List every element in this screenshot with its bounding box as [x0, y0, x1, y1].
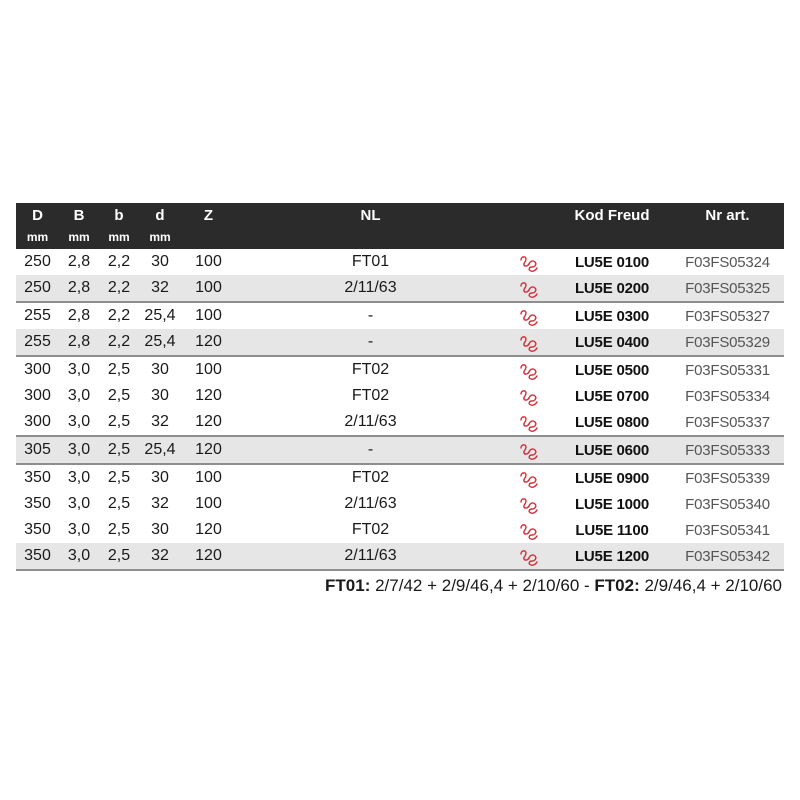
- cell-B: 3,0: [59, 543, 99, 570]
- cell-d: 30: [139, 356, 181, 383]
- header-b: b: [99, 203, 139, 229]
- cell-Z: 120: [195, 521, 222, 538]
- hook-icon: [518, 305, 540, 327]
- cell-D: 300: [16, 356, 59, 383]
- cell-B: 3,0: [59, 464, 99, 491]
- cell-NL: FT02: [351, 387, 390, 404]
- cell-d: 32: [139, 543, 181, 570]
- cell-D: 350: [24, 521, 51, 538]
- legend-footnote: [325, 576, 782, 596]
- cell-icon: [505, 249, 553, 275]
- cell-NL: -: [236, 302, 505, 329]
- cell-kod-freud: LU5E 0200: [553, 275, 671, 302]
- cell-icon: [505, 464, 553, 491]
- cell-nr-art: F03FS05342: [671, 543, 784, 570]
- cell-D: 305: [16, 436, 59, 464]
- cell-b: 2,2: [99, 275, 139, 302]
- cell-icon: [505, 543, 553, 570]
- hook-icon: [518, 545, 540, 567]
- table-row: [16, 491, 784, 517]
- header-nr-art: Nr art.: [671, 203, 784, 229]
- table-row: [16, 543, 784, 570]
- header-icon-spacer: [505, 203, 553, 229]
- cell-NL: 2/11/63: [344, 495, 397, 512]
- cell-D: 250: [24, 253, 51, 270]
- cell-kod-freud: LU5E 0300: [553, 302, 671, 329]
- cell-B: 2,8: [59, 302, 99, 329]
- cell-d: 30: [151, 387, 169, 404]
- cell-kod-freud: LU5E 1000: [574, 495, 650, 513]
- cell-icon: [505, 275, 553, 302]
- cell-NL: 2/11/63: [236, 275, 505, 302]
- cell-nr-art: F03FS05331: [671, 356, 784, 383]
- cell-D: 350: [16, 543, 59, 570]
- cell-kod-freud: LU5E 1100: [575, 521, 649, 539]
- hook-icon: [518, 331, 540, 353]
- header-row: [16, 203, 784, 229]
- header-B: B: [59, 203, 99, 229]
- cell-D: 255: [16, 302, 59, 329]
- unit-B: mm: [59, 229, 99, 249]
- cell-b: 2,5: [99, 543, 139, 570]
- hook-icon: [518, 439, 540, 461]
- table-row: [16, 302, 784, 329]
- cell-Z: 100: [181, 464, 236, 491]
- cell-kod-freud: LU5E 0900: [553, 464, 671, 491]
- cell-d: 30: [139, 464, 181, 491]
- cell-nr-art: F03FS05337: [685, 413, 770, 431]
- header-NL: NL: [236, 203, 505, 229]
- legend-ft01-label: FT01:: [325, 576, 371, 595]
- cell-kod-freud: LU5E 0800: [574, 413, 650, 431]
- unit-b: mm: [99, 229, 139, 249]
- header-D: D: [16, 203, 59, 229]
- cell-B: 2,8: [59, 329, 99, 356]
- table-row: [16, 249, 784, 275]
- table-row: [16, 275, 784, 302]
- cell-B: 3,0: [67, 495, 91, 512]
- cell-d: 25,4: [139, 329, 181, 356]
- cell-icon: [505, 491, 553, 517]
- cell-nr-art: F03FS05334: [685, 387, 770, 405]
- cell-NL: 2/11/63: [236, 543, 505, 570]
- cell-B: 3,0: [59, 436, 99, 464]
- unit-d: mm: [139, 229, 181, 249]
- legend-ft01-value: 2/7/42 + 2/9/46,4 + 2/10/60 -: [370, 576, 595, 595]
- cell-b: 2,5: [107, 387, 131, 404]
- cell-NL: 2/11/63: [344, 413, 397, 430]
- header-kod-freud: Kod Freud: [553, 203, 671, 229]
- table-row: [16, 356, 784, 383]
- cell-nr-art: F03FS05340: [685, 495, 770, 513]
- table-row: [16, 436, 784, 464]
- cell-Z: 100: [181, 356, 236, 383]
- cell-NL: FT02: [351, 521, 390, 538]
- cell-nr-art: F03FS05339: [671, 464, 784, 491]
- cell-kod-freud: LU5E 1200: [553, 543, 671, 570]
- hook-icon: [518, 493, 540, 515]
- cell-b: 2,5: [107, 521, 131, 538]
- cell-b: 2,2: [99, 302, 139, 329]
- cell-kod-freud: LU5E 0700: [574, 387, 650, 405]
- cell-d: 32: [151, 413, 169, 430]
- hook-icon: [518, 277, 540, 299]
- table-row: [16, 517, 784, 543]
- cell-icon: [505, 436, 553, 464]
- cell-B: 2,8: [59, 275, 99, 302]
- table-body: [16, 249, 784, 570]
- cell-kod-freud: LU5E 0500: [553, 356, 671, 383]
- cell-d: 30: [151, 521, 169, 538]
- hook-icon: [518, 467, 540, 489]
- legend-ft02-value: 2/9/46,4 + 2/10/60: [639, 576, 782, 595]
- cell-NL: -: [236, 329, 505, 356]
- cell-B: 3,0: [67, 413, 91, 430]
- cell-d: 32: [151, 495, 169, 512]
- cell-Z: 120: [181, 543, 236, 570]
- cell-B: 3,0: [67, 387, 91, 404]
- unit-row: [16, 229, 784, 249]
- cell-d: 25,4: [139, 302, 181, 329]
- cell-B: 3,0: [59, 356, 99, 383]
- cell-d: 30: [151, 253, 169, 270]
- table-row: [16, 383, 784, 409]
- cell-nr-art: F03FS05333: [671, 436, 784, 464]
- cell-d: 25,4: [139, 436, 181, 464]
- cell-NL: -: [236, 436, 505, 464]
- cell-icon: [505, 409, 553, 436]
- cell-d: 32: [139, 275, 181, 302]
- cell-D: 350: [16, 464, 59, 491]
- table-row: [16, 329, 784, 356]
- cell-icon: [505, 383, 553, 409]
- legend-ft02-label: FT02:: [594, 576, 640, 595]
- cell-NL: FT01: [351, 253, 390, 270]
- cell-icon: [505, 517, 553, 543]
- cell-NL: FT02: [236, 464, 505, 491]
- hook-icon: [518, 359, 540, 381]
- unit-D: mm: [16, 229, 59, 249]
- cell-icon: [505, 329, 553, 356]
- hook-icon: [518, 251, 540, 273]
- cell-Z: 120: [181, 436, 236, 464]
- cell-b: 2,5: [99, 464, 139, 491]
- cell-D: 255: [16, 329, 59, 356]
- cell-b: 2,5: [99, 436, 139, 464]
- header-d: d: [139, 203, 181, 229]
- hook-icon: [518, 385, 540, 407]
- cell-nr-art: F03FS05324: [685, 253, 770, 271]
- cell-icon: [505, 356, 553, 383]
- cell-D: 350: [24, 495, 51, 512]
- cell-b: 2,5: [107, 413, 131, 430]
- cell-kod-freud: LU5E 0400: [553, 329, 671, 356]
- cell-nr-art: F03FS05341: [685, 521, 770, 539]
- cell-b: 2,5: [107, 495, 131, 512]
- cell-b: 2,2: [107, 253, 131, 270]
- cell-nr-art: F03FS05327: [671, 302, 784, 329]
- hook-icon: [518, 411, 540, 433]
- cell-NL: FT02: [236, 356, 505, 383]
- cell-Z: 100: [195, 253, 222, 270]
- cell-Z: 100: [195, 495, 222, 512]
- spec-table: [16, 203, 784, 571]
- cell-kod-freud: LU5E 0600: [553, 436, 671, 464]
- cell-nr-art: F03FS05325: [671, 275, 784, 302]
- cell-b: 2,2: [99, 329, 139, 356]
- cell-Z: 120: [195, 413, 222, 430]
- cell-Z: 120: [181, 329, 236, 356]
- hook-icon: [518, 519, 540, 541]
- cell-B: 2,8: [67, 253, 91, 270]
- cell-nr-art: F03FS05329: [671, 329, 784, 356]
- cell-B: 3,0: [67, 521, 91, 538]
- cell-Z: 120: [195, 387, 222, 404]
- cell-D: 300: [24, 413, 51, 430]
- table-header: [16, 203, 784, 249]
- cell-D: 300: [24, 387, 51, 404]
- cell-Z: 100: [181, 302, 236, 329]
- cell-Z: 100: [181, 275, 236, 302]
- cell-D: 250: [16, 275, 59, 302]
- cell-b: 2,5: [99, 356, 139, 383]
- table-row: [16, 464, 784, 491]
- cell-kod-freud: LU5E 0100: [574, 253, 650, 271]
- table-row: [16, 409, 784, 436]
- header-Z: Z: [181, 203, 236, 229]
- cell-icon: [505, 302, 553, 329]
